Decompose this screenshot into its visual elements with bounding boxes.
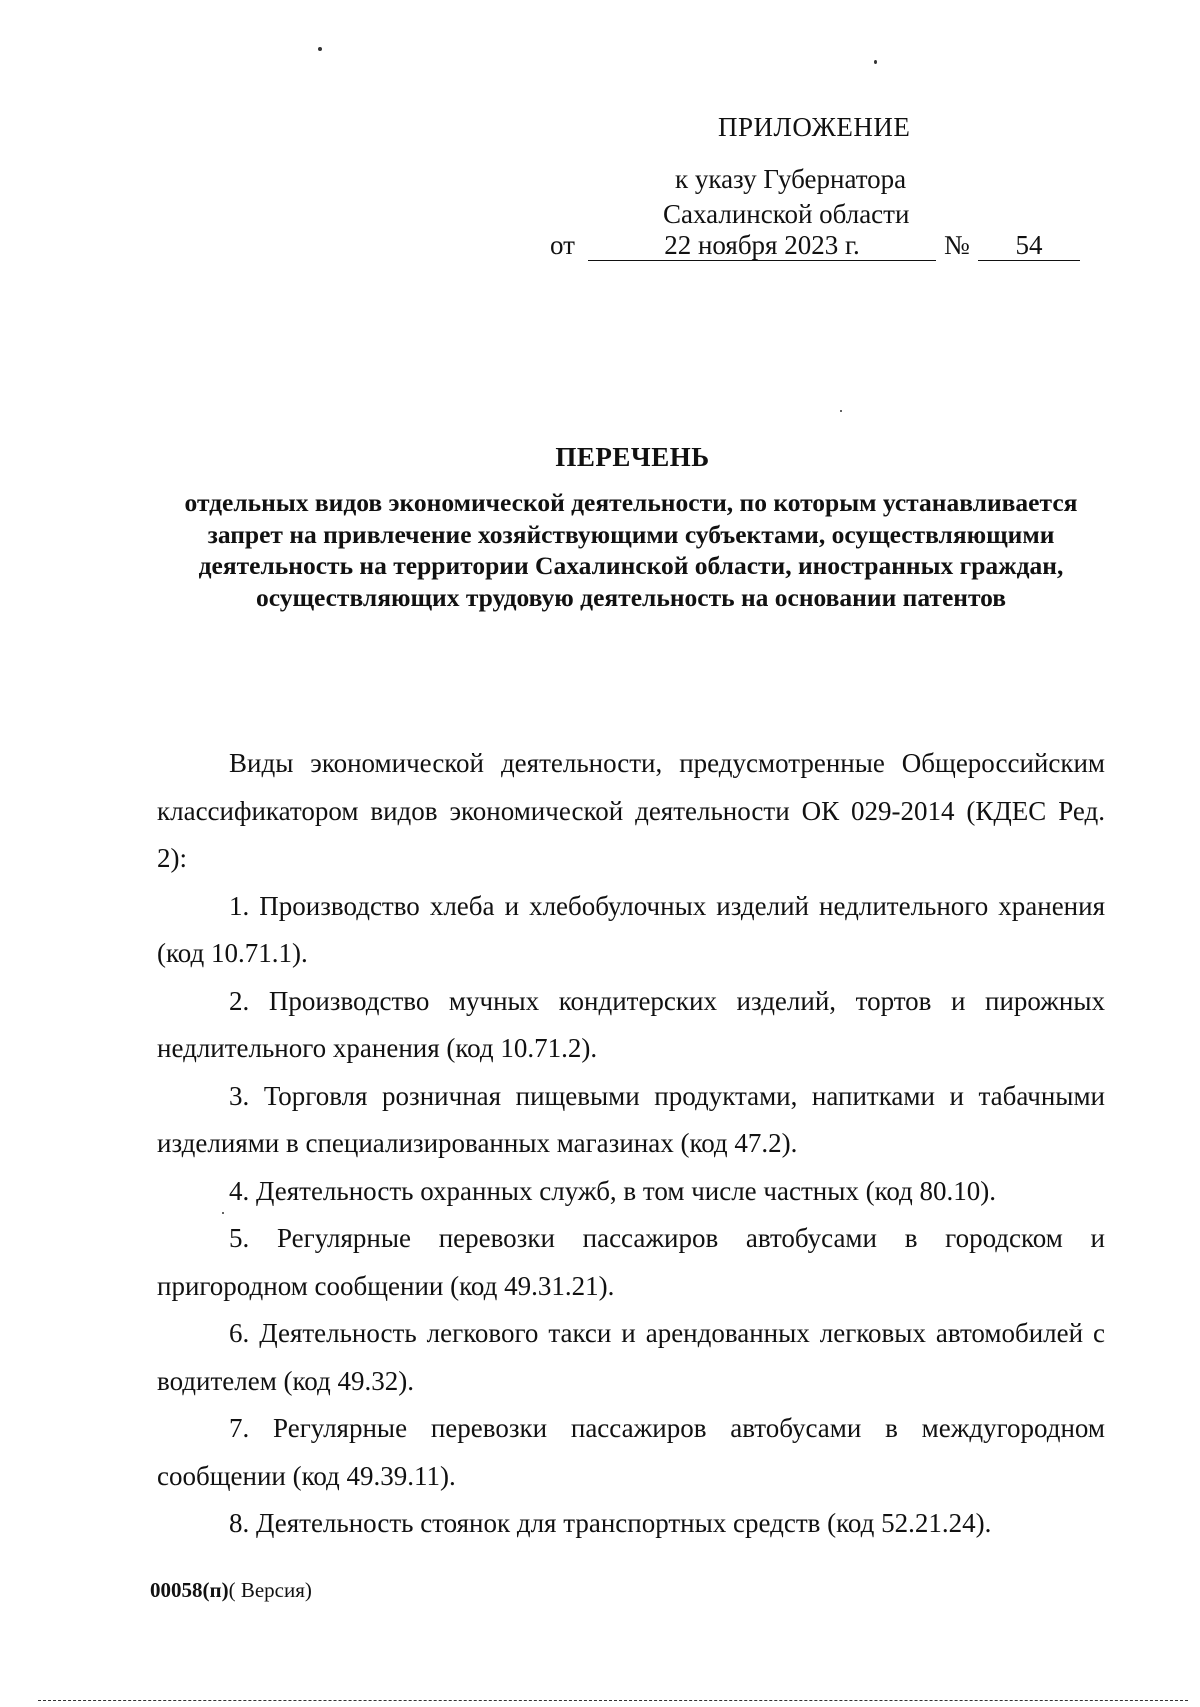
list-item: 2. Производство мучных кондитерских изделий, тортов и пирожных недлительного хранения (код 10.71.2). — [157, 985, 1105, 1063]
intro-paragraph: Виды экономической деятельности, предусмотренные Общероссийским классификатором видов экономической деятельности ОК 029-2014 (КДЕС Ред. 2): — [157, 748, 1105, 873]
list-item: 1. Производство хлеба и хлебобулочных изделий недлительного хранения (код 10.71.1). — [157, 890, 1105, 968]
date-prefix: от — [550, 230, 575, 260]
appendix-decree-reference: к указу Губернатора — [675, 164, 907, 194]
list-item: 7. Регулярные перевозки пассажиров автобусами в междугородном сообщении (код 49.39.11). — [157, 1413, 1105, 1491]
appendix-title: ПРИЛОЖЕНИЕ — [718, 112, 911, 142]
list-item: 4. Деятельность охранных служб, в том числе частных (код 80.10). — [229, 1175, 997, 1206]
list-item: 3. Торговля розничная пищевыми продуктами, напитками и табачными изделиями в специализированных магазинах (код 47.2). — [157, 1080, 1105, 1158]
document-body — [157, 740, 1105, 1548]
footer-rule — [38, 1700, 1188, 1701]
appendix-region: Сахалинской области — [663, 199, 910, 229]
scan-speck — [840, 410, 842, 412]
footer-code-version: ( Версия) — [228, 1578, 312, 1602]
document-title: ПЕРЕЧЕНЬ — [555, 442, 710, 472]
date-field: 22 ноября 2023 г. — [588, 230, 936, 261]
date-number-row — [550, 230, 1080, 266]
footer-document-code — [150, 1578, 312, 1603]
scan-speck — [874, 60, 877, 64]
number-prefix: № — [944, 230, 970, 260]
number-field: 54 — [978, 230, 1080, 261]
list-item: 6. Деятельность легкового такси и арендованных легковых автомобилей с водителем (код 49.32). — [157, 1318, 1105, 1396]
list-item: 8. Деятельность стоянок для транспортных средств (код 52.21.24). — [229, 1508, 992, 1538]
scan-speck — [318, 47, 322, 51]
footer-code-number: 00058(п) — [150, 1578, 229, 1602]
list-item: 5. Регулярные перевозки пассажиров автобусами в городском и пригородном сообщении (код 49.31.21). — [157, 1223, 1105, 1301]
document-subtitle: отдельных видов экономической деятельности, по которым устанавливается запрет на привлечение хозяйствующими субъектами, осуществляющими деятельность на территории Сахалинской области, иностранных граждан, осуществляющих трудовую деятельность на основании патентов — [184, 488, 1078, 612]
